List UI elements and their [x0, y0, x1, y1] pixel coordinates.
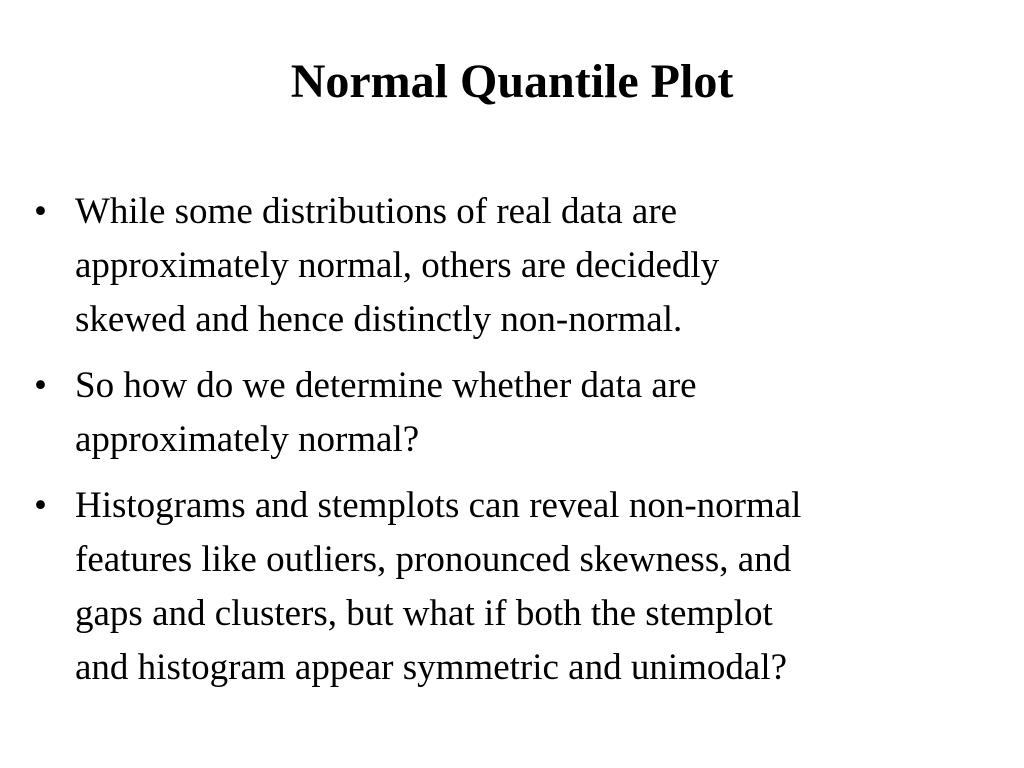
- bullet-item: [34, 479, 994, 695]
- bullet-line: While some distributions of real data are: [75, 191, 678, 232]
- bullet-item: [34, 185, 994, 347]
- bullet-line: So how do we determine whether data are: [75, 365, 697, 406]
- bullet-icon: •: [34, 485, 47, 526]
- slide-title: Normal Quantile Plot: [290, 55, 734, 108]
- bullet-item: [34, 359, 994, 467]
- bullet-line: features like outliers, pronounced skewness, and: [75, 539, 792, 580]
- bullet-line: skewed and hence distinctly non-normal.: [75, 299, 683, 340]
- bullet-list: [34, 185, 994, 707]
- bullet-line: Histograms and stemplots can reveal non-normal: [75, 485, 802, 526]
- bullet-line: approximately normal, others are decidedly: [75, 245, 720, 286]
- bullet-icon: •: [34, 365, 47, 406]
- bullet-icon: •: [34, 191, 47, 232]
- bullet-line: approximately normal?: [75, 419, 420, 460]
- bullet-line: gaps and clusters, but what if both the stemplot: [75, 593, 773, 634]
- bullet-line: and histogram appear symmetric and unimodal?: [75, 647, 788, 688]
